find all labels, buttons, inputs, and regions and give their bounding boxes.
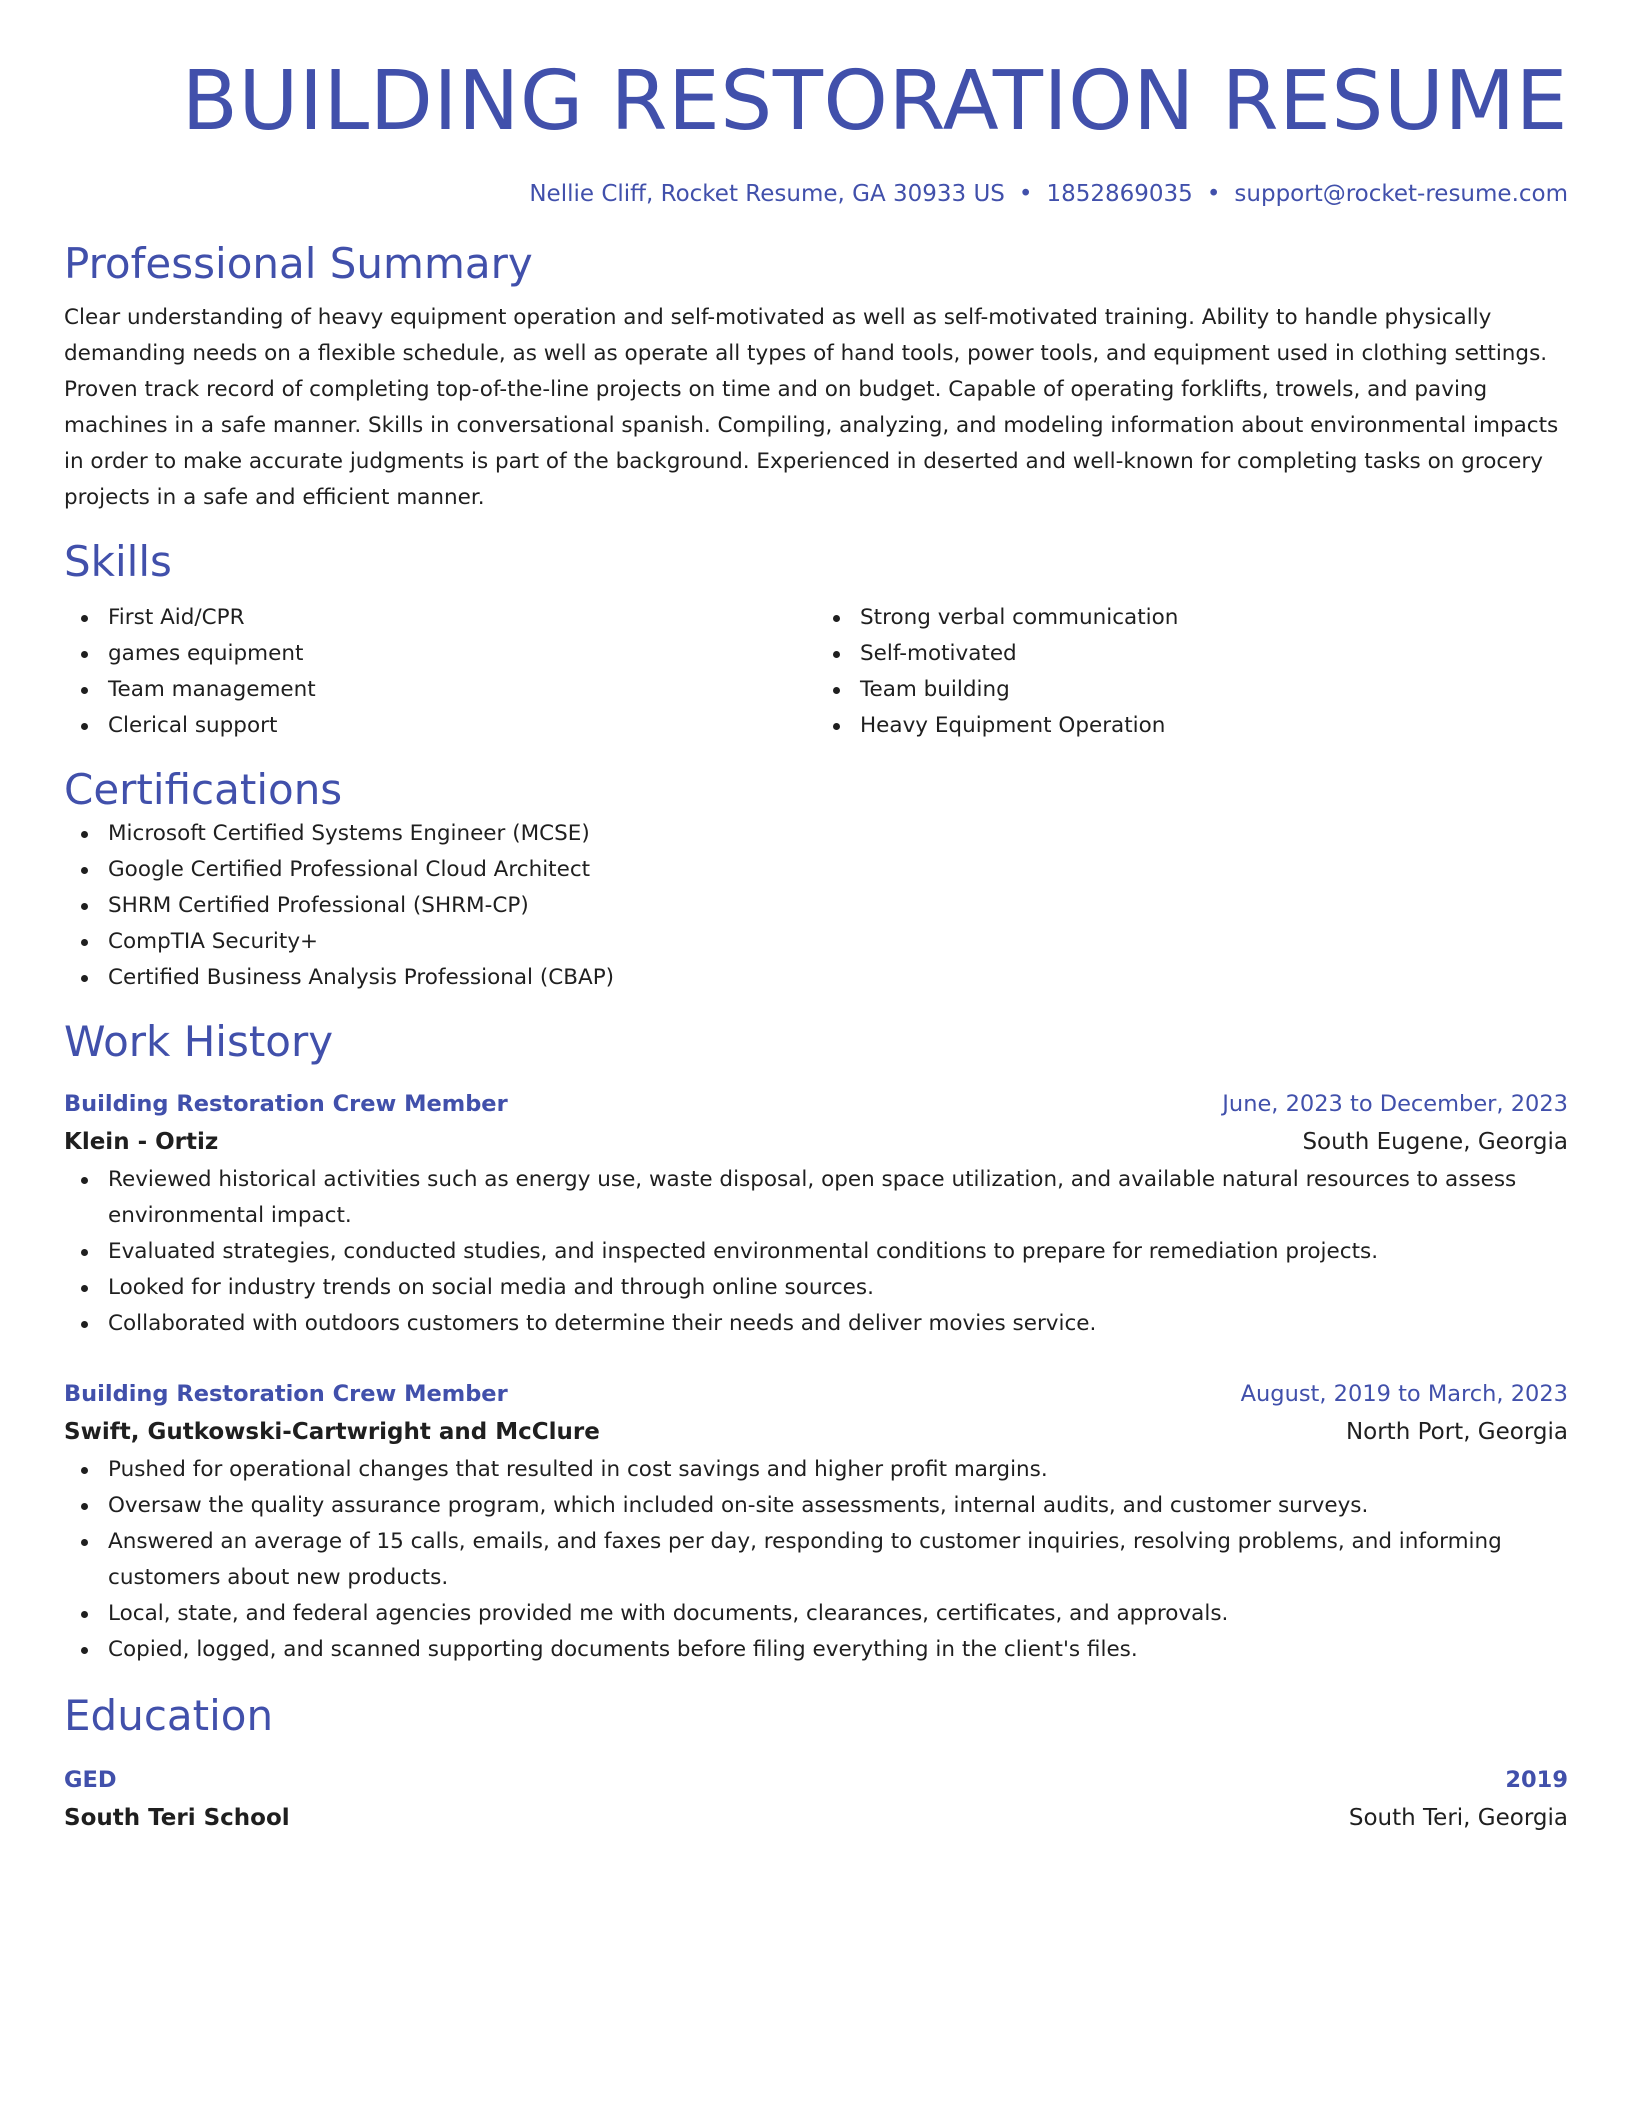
certifications-section	[64, 764, 1568, 996]
job-title: Building Restoration Crew Member	[64, 1091, 508, 1117]
summary-text: Clear understanding of heavy equipment operation and self-motivated as well as self-motivated training. Ability to handle physically demanding needs on a flexible schedule, as well as operate all types of hand tools, power tools, and equipment used in clothing settings. Proven track record of completing top-of-the-line projects on time and on budget. Capable of operating forklifts, trowels, and paving machines in a safe manner. Skills in conversational spanish. Compiling, analyzing, and modeling information about environmental impacts in order to make accurate judgments is part of the background. Experienced in deserted and well-known for completing tasks on grocery projects in a safe and efficient manner.	[64, 305, 1559, 510]
job-bullet: Pushed for operational changes that resulted in cost savings and higher profit margins.	[64, 1452, 1568, 1488]
contact-phone: 1852869035	[1046, 181, 1193, 207]
job-bullet: Copied, logged, and scanned supporting documents before filing everything in the client's files.	[64, 1632, 1568, 1668]
job-title: Building Restoration Crew Member	[64, 1381, 508, 1407]
job-bullet-list	[64, 1452, 1568, 1668]
skill-item: Team building	[816, 672, 1568, 708]
skill-item: games equipment	[64, 636, 816, 672]
skill-item: Heavy Equipment Operation	[816, 708, 1568, 744]
skill-item: Self-motivated	[816, 636, 1568, 672]
skill-item: Clerical support	[64, 708, 816, 744]
job-bullet: Oversaw the quality assurance program, which included on-site assessments, internal audits, and customer surveys.	[64, 1488, 1568, 1524]
job-dates: June, 2023 to December, 2023	[1222, 1091, 1568, 1117]
job-bullet: Looked for industry trends on social media and through online sources.	[64, 1270, 1568, 1306]
job-location: North Port, Georgia	[1345, 1419, 1568, 1445]
job-entry	[64, 1376, 1568, 1668]
certification-item: Certified Business Analysis Professional (CBAP)	[64, 960, 1568, 996]
summary-heading: Professional Summary	[64, 239, 533, 288]
skills-grid	[64, 600, 1568, 744]
education-entry	[64, 1762, 1568, 1838]
certifications-heading: Certifications	[64, 765, 343, 814]
summary-section	[64, 238, 1568, 516]
job-bullet: Local, state, and federal agencies provided me with documents, clearances, certificates, and approvals.	[64, 1596, 1568, 1632]
certification-item: Google Certified Professional Cloud Architect	[64, 852, 1568, 888]
skills-column-left	[64, 600, 816, 744]
education-year: 2019	[1505, 1767, 1568, 1793]
education-location: South Teri, Georgia	[1348, 1805, 1568, 1831]
certifications-list	[64, 816, 1568, 996]
certification-item: Microsoft Certified Systems Engineer (MCSE)	[64, 816, 1568, 852]
job-bullet-list	[64, 1162, 1568, 1342]
job-bullet: Answered an average of 15 calls, emails, and faxes per day, responding to customer inquiries, resolving problems, and informing customers about new products.	[64, 1524, 1568, 1596]
job-dates: August, 2019 to March, 2023	[1240, 1381, 1568, 1407]
job-location: South Eugene, Georgia	[1302, 1129, 1568, 1155]
skill-item: Strong verbal communication	[816, 600, 1568, 636]
education-heading: Education	[64, 1691, 274, 1740]
certification-item: SHRM Certified Professional (SHRM-CP)	[64, 888, 1568, 924]
work-history-heading: Work History	[64, 1017, 334, 1066]
job-company: Klein - Ortiz	[64, 1129, 219, 1155]
resume-title: BUILDING RESTORATION RESUME	[181, 54, 1568, 149]
contact-separator: •	[1206, 181, 1221, 207]
certification-item: CompTIA Security+	[64, 924, 1568, 960]
job-entry	[64, 1086, 1568, 1342]
job-bullet: Evaluated strategies, conducted studies, and inspected environmental conditions to prepare for remediation projects.	[64, 1234, 1568, 1270]
education-degree: GED	[64, 1767, 117, 1793]
job-bullet: Collaborated with outdoors customers to determine their needs and deliver movies service.	[64, 1306, 1568, 1342]
skill-item: Team management	[64, 672, 816, 708]
skills-heading: Skills	[64, 537, 172, 586]
education-section	[64, 1690, 1568, 1838]
contact-line	[64, 178, 1568, 210]
job-bullet: Reviewed historical activities such as energy use, waste disposal, open space utilization, and available natural resources to assess environmental impact.	[64, 1162, 1568, 1234]
contact-email: support@rocket-resume.com	[1234, 181, 1568, 207]
education-school: South Teri School	[64, 1805, 290, 1831]
skills-section	[64, 536, 1568, 744]
job-company: Swift, Gutkowski-Cartwright and McClure	[64, 1419, 600, 1445]
skills-column-right	[816, 600, 1568, 744]
contact-separator: •	[1018, 181, 1033, 207]
skill-item: First Aid/CPR	[64, 600, 816, 636]
contact-address: Nellie Cliff, Rocket Resume, GA 30933 US	[529, 181, 1005, 207]
work-history-section	[64, 1016, 1568, 1668]
